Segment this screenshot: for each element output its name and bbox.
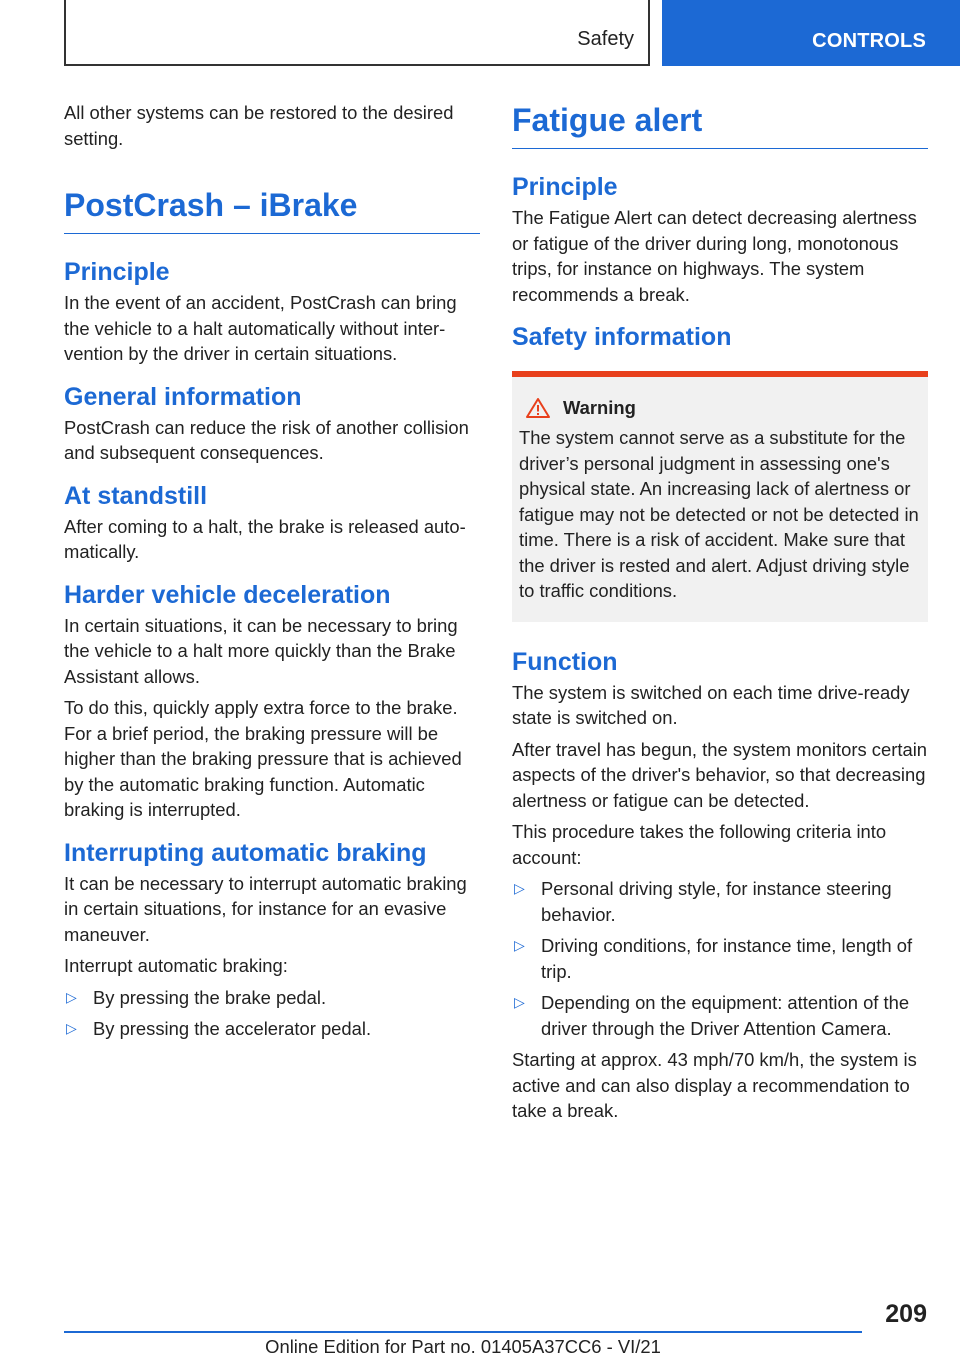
section-title: Safety <box>577 28 634 50</box>
function-heading: Function <box>512 647 618 676</box>
interrupt-heading: Interrupting automatic braking <box>64 838 427 867</box>
list-item <box>64 985 480 1011</box>
chapter-title: CONTROLS <box>812 30 926 52</box>
triangle-right-icon: ▷ <box>514 994 525 1010</box>
header-chapter-tab <box>662 0 960 66</box>
warning-label: Warning <box>563 397 636 418</box>
fatigue-alert-title: Fatigue alert <box>512 100 928 149</box>
postcrash-principle-heading: Principle <box>64 258 170 286</box>
footer-divider <box>64 1331 862 1333</box>
function-text-4: Starting at approx. 43 mph/70 km/h, the system is active and can also display a recommendation to take a break. <box>512 1049 917 1121</box>
postcrash-principle-text: In the event of an accident, PostCrash can bring the vehicle to a halt automatically without intervention by the driver in certain situations. <box>64 292 457 364</box>
page-number: 209 <box>885 1300 927 1328</box>
interrupt-lead: Interrupt automatic braking: <box>64 955 288 976</box>
warning-triangle-icon <box>525 397 551 419</box>
left-column <box>64 100 480 1048</box>
list-item <box>512 933 928 984</box>
triangle-right-icon: ▷ <box>514 880 525 896</box>
warning-header <box>519 397 921 419</box>
criteria-list <box>512 876 928 1041</box>
deceleration-heading: Harder vehicle deceleration <box>64 580 391 609</box>
interrupt-text: It can be necessary to interrupt automatic braking in certain situations, for instance for an evasive maneuver. <box>64 872 467 945</box>
triangle-right-icon: ▷ <box>66 1020 77 1036</box>
warning-text: The system cannot serve as a substitute for the driver’s personal judgment in assessing one's physical state. An increasing lack of alertness or fatigue may not be detected or not be detected in time. There is a risk of accident. Make sure that the driver is rested and alert. Adjust driving style to traffic conditions. <box>519 427 919 601</box>
postcrash-title: PostCrash – iBrake <box>64 185 480 234</box>
header-section-box <box>64 0 650 66</box>
list-item <box>512 990 928 1041</box>
deceleration-text-1: In certain situations, it can be necessary to bring the vehicle to a halt more quickly than the Brake Assistant allows. <box>64 614 458 687</box>
list-item-text: Driving conditions, for instance time, length of trip. <box>541 935 913 982</box>
triangle-right-icon: ▷ <box>66 988 77 1005</box>
safety-info-heading: Safety information <box>512 323 732 351</box>
deceleration-text-2: To do this, quickly apply extra force to the brake. For a brief period, the braking pressure will be higher than the braking pressure that is achieved by the automatic braking function. Automatic braking is interrupted. <box>64 697 462 820</box>
fatigue-principle-heading: Principle <box>512 173 618 201</box>
list-item-text: Depending on the equipment: attention of the driver through the Driver Attention Camera. <box>541 992 910 1039</box>
standstill-heading: At standstill <box>64 481 208 510</box>
function-text-2: After travel has begun, the system monitors certain aspects of the driver's behavior, so that decreasing alertness or fatigue can be detected. <box>512 738 928 811</box>
fatigue-principle-text: The Fatigue Alert can detect decreasing alertness or fatigue of the driver during long, monotonous trips, for instance on highways. The system recommends a break. <box>512 207 917 305</box>
list-item <box>64 1016 480 1042</box>
list-item-text: Personal driving style, for instance steering behavior. <box>541 878 892 925</box>
list-item-text: By pressing the accelerator pedal. <box>93 1018 372 1039</box>
right-column <box>512 100 928 1130</box>
list-item-text: By pressing the brake pedal. <box>93 986 327 1008</box>
list-item <box>512 876 928 927</box>
warning-box <box>512 371 928 622</box>
edition-info: Online Edition for Part no. 01405A37CC6 - VI/21 <box>265 1336 661 1357</box>
function-text-1: The system is switched on each time drive-ready state is switched on. <box>512 681 910 728</box>
function-text-3: This procedure takes the following criteria into account: <box>512 821 887 868</box>
standstill-text: After coming to a halt, the brake is released automatically. <box>64 515 466 562</box>
general-info-heading: General information <box>64 382 302 411</box>
general-info-text: PostCrash can reduce the risk of another collision and subsequent consequences. <box>64 416 469 463</box>
interrupt-list <box>64 985 480 1042</box>
intro-paragraph: All other systems can be restored to the desired setting. <box>64 102 454 149</box>
triangle-right-icon: ▷ <box>514 937 525 953</box>
